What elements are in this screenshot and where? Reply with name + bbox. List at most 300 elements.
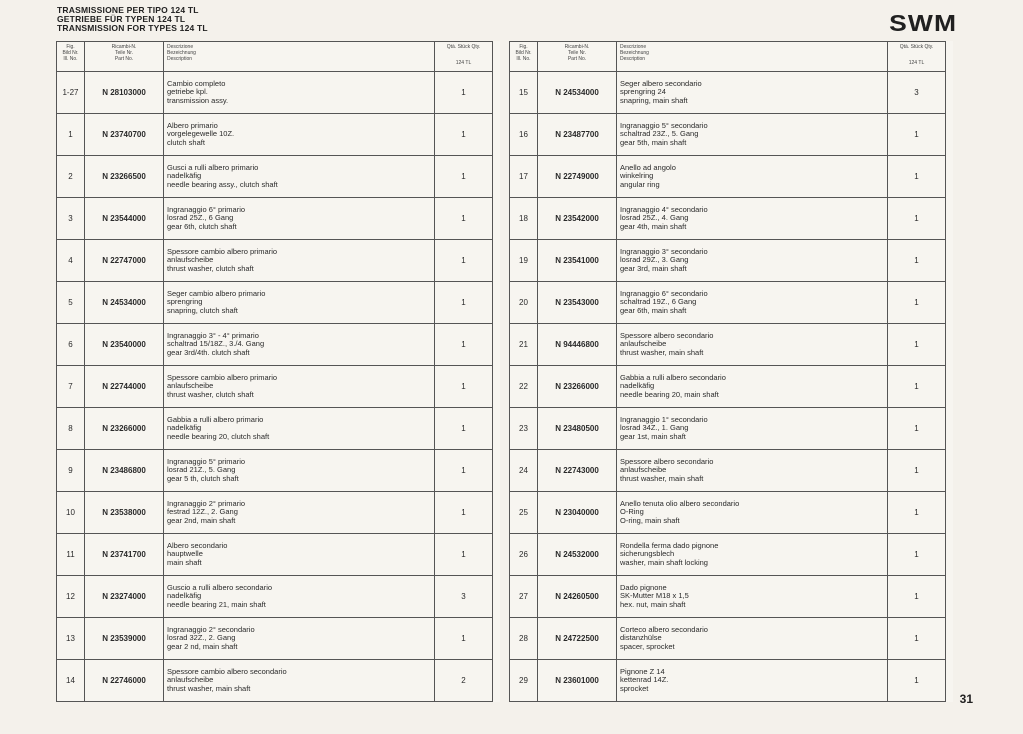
description-german: getriebe kpl. xyxy=(167,87,208,97)
row-spacer xyxy=(493,72,500,114)
quantity: 3 xyxy=(435,576,493,618)
fig-number: 27 xyxy=(510,576,538,618)
part-description xyxy=(164,450,435,492)
header-part-line: Teile Nr. xyxy=(114,50,134,56)
part-description xyxy=(164,576,435,618)
part-description xyxy=(164,492,435,534)
part-number: N 23541000 xyxy=(538,240,617,282)
part-description xyxy=(164,156,435,198)
row-spacer xyxy=(493,282,500,324)
part-number: N 24534000 xyxy=(538,72,617,114)
fig-number: 21 xyxy=(510,324,538,366)
description-italian: Ingranaggio 3° secondario xyxy=(620,247,708,257)
part-description xyxy=(617,576,888,618)
description-german: SK-Mutter M18 x 1,5 xyxy=(620,591,689,601)
fig-number: 12 xyxy=(57,576,85,618)
description-italian: Spessore albero secondario xyxy=(620,331,714,341)
header-part-line: Teile Nr. xyxy=(567,50,587,56)
part-row xyxy=(57,198,500,240)
quantity: 1 xyxy=(435,198,493,240)
part-row xyxy=(510,366,953,408)
part-row xyxy=(510,156,953,198)
fig-number: 14 xyxy=(57,660,85,702)
part-row xyxy=(510,408,953,450)
row-spacer xyxy=(946,324,953,366)
part-description xyxy=(617,282,888,324)
quantity: 1 xyxy=(888,492,946,534)
row-spacer xyxy=(946,72,953,114)
description-german: anlaufscheibe xyxy=(167,255,214,265)
description-english: thrust washer, clutch shaft xyxy=(167,389,254,399)
fig-number: 7 xyxy=(57,366,85,408)
quantity: 1 xyxy=(435,618,493,660)
row-spacer xyxy=(493,114,500,156)
part-number: N 23543000 xyxy=(538,282,617,324)
part-description xyxy=(617,198,888,240)
description-english: gear 2 nd, main shaft xyxy=(167,641,238,651)
part-row xyxy=(510,450,953,492)
quantity: 1 xyxy=(888,660,946,702)
parts-table-left xyxy=(56,41,500,702)
fig-number: 11 xyxy=(57,534,85,576)
fig-number: 15 xyxy=(510,72,538,114)
description-german: sprengring xyxy=(167,297,203,307)
description-german: hauptwelle xyxy=(167,549,203,559)
part-description xyxy=(164,240,435,282)
fig-number: 3 xyxy=(57,198,85,240)
part-number: N 23486800 xyxy=(85,450,164,492)
header-desc-line: Description xyxy=(620,56,646,62)
header-fig-line: Bild Nr. xyxy=(515,50,532,56)
description-german: distanzhülse xyxy=(620,633,662,643)
quantity: 1 xyxy=(888,198,946,240)
row-spacer xyxy=(946,240,953,282)
row-spacer xyxy=(493,492,500,534)
swm-logo: SWM xyxy=(888,10,957,36)
row-spacer xyxy=(493,324,500,366)
header-part-line: Ricambi-N. xyxy=(564,44,590,50)
row-spacer xyxy=(946,366,953,408)
part-description xyxy=(164,114,435,156)
part-number: N 23266000 xyxy=(85,408,164,450)
header-fig xyxy=(510,42,538,72)
part-description xyxy=(617,492,888,534)
part-description xyxy=(164,660,435,702)
description-italian: Anello tenuta olio albero secondario xyxy=(620,499,740,509)
description-german: nadelkäfig xyxy=(167,591,202,601)
part-row xyxy=(57,534,500,576)
title-german: GETRIEBE FÜR TYPEN 124 TL xyxy=(57,14,186,24)
part-row xyxy=(57,408,500,450)
fig-number: 1 xyxy=(57,114,85,156)
part-row xyxy=(57,114,500,156)
fig-number: 19 xyxy=(510,240,538,282)
part-number: N 24532000 xyxy=(538,534,617,576)
part-number: N 23266500 xyxy=(85,156,164,198)
part-number: N 23266000 xyxy=(538,366,617,408)
description-german: nadelkäfig xyxy=(167,171,202,181)
title-italian: TRASMISSIONE PER TIPO 124 TL xyxy=(57,5,199,15)
header-fig-line: Ill. No. xyxy=(516,56,531,62)
quantity: 1 xyxy=(435,282,493,324)
quantity: 1 xyxy=(888,240,946,282)
quantity: 1 xyxy=(435,492,493,534)
description-german: vorgelegewelle 10Z. xyxy=(167,129,235,139)
quantity: 1 xyxy=(435,240,493,282)
part-description xyxy=(164,72,435,114)
description-italian: Spessore cambio albero primario xyxy=(167,247,278,257)
part-row xyxy=(57,576,500,618)
header-fig-line: Fig. xyxy=(519,44,528,50)
header-fig-line: Ill. No. xyxy=(63,56,78,62)
row-spacer xyxy=(946,198,953,240)
description-italian: Guscio a rulli albero secondario xyxy=(167,583,273,593)
page-header xyxy=(57,6,208,33)
part-row xyxy=(510,198,953,240)
part-row xyxy=(57,72,500,114)
description-german: anlaufscheibe xyxy=(167,675,214,685)
fig-number: 17 xyxy=(510,156,538,198)
header-description xyxy=(617,42,888,72)
header-fig-line: Bild Nr. xyxy=(62,50,79,56)
description-english: gear 4th, main shaft xyxy=(620,221,687,231)
row-spacer xyxy=(493,660,500,702)
description-english: needle bearing 20, main shaft xyxy=(620,389,719,399)
part-number: N 24534000 xyxy=(85,282,164,324)
part-row xyxy=(57,660,500,702)
header-type-label: 124 TL xyxy=(455,60,472,66)
part-row xyxy=(57,282,500,324)
part-description xyxy=(617,366,888,408)
row-spacer xyxy=(493,618,500,660)
fig-number: 6 xyxy=(57,324,85,366)
part-description xyxy=(617,324,888,366)
header-fig-line: Fig. xyxy=(66,44,75,50)
row-spacer xyxy=(493,240,500,282)
header-type-label: 124 TL xyxy=(908,60,925,66)
part-description xyxy=(164,408,435,450)
row-spacer xyxy=(493,408,500,450)
header-quantity xyxy=(435,42,493,72)
part-row xyxy=(510,240,953,282)
header-desc-line: Descrizione xyxy=(620,44,647,50)
quantity: 1 xyxy=(888,450,946,492)
part-description xyxy=(164,282,435,324)
description-italian: Ingranaggio 6° secondario xyxy=(620,289,708,299)
part-row xyxy=(510,618,953,660)
part-number: N 23601000 xyxy=(538,660,617,702)
description-english: snapring, main shaft xyxy=(620,95,688,105)
description-german: sicherungsblech xyxy=(620,549,675,559)
fig-number: 24 xyxy=(510,450,538,492)
description-italian: Seger albero secondario xyxy=(620,79,702,89)
description-english: thrust washer, clutch shaft xyxy=(167,263,254,273)
fig-number: 13 xyxy=(57,618,85,660)
description-italian: Albero secondario xyxy=(167,541,228,551)
part-row xyxy=(57,618,500,660)
description-english: gear 5th, main shaft xyxy=(620,137,687,147)
part-number: N 23040000 xyxy=(538,492,617,534)
quantity: 1 xyxy=(435,114,493,156)
description-italian: Ingranaggio 4° secondario xyxy=(620,205,708,215)
fig-number: 23 xyxy=(510,408,538,450)
part-description xyxy=(617,114,888,156)
row-spacer xyxy=(946,114,953,156)
description-english: sprocket xyxy=(620,683,649,693)
part-description xyxy=(164,366,435,408)
description-english: gear 5 th, clutch shaft xyxy=(167,473,239,483)
description-german: schaltrad 15/18Z., 3./4. Gang xyxy=(167,339,265,349)
part-description xyxy=(617,660,888,702)
fig-number: 10 xyxy=(57,492,85,534)
row-spacer xyxy=(946,534,953,576)
description-english: gear 6th, main shaft xyxy=(620,305,687,315)
description-italian: Gusci a rulli albero primario xyxy=(167,163,259,173)
description-italian: Ingranaggio 5° secondario xyxy=(620,121,708,131)
row-spacer xyxy=(946,282,953,324)
fig-number: 9 xyxy=(57,450,85,492)
fig-number: 20 xyxy=(510,282,538,324)
description-italian: Corteco albero secondario xyxy=(620,625,708,635)
description-italian: Ingranaggio 6° primario xyxy=(167,205,246,215)
fig-number: 5 xyxy=(57,282,85,324)
description-italian: Dado pignone xyxy=(620,583,667,593)
description-german: schaltrad 23Z., 5. Gang xyxy=(620,129,699,139)
description-german: sprengring 24 xyxy=(620,87,666,97)
description-italian: Pignone Z 14 xyxy=(620,667,665,677)
description-german: anlaufscheibe xyxy=(620,465,667,475)
part-number: N 22749000 xyxy=(538,156,617,198)
part-row xyxy=(510,324,953,366)
part-description xyxy=(617,72,888,114)
description-english: spacer, sprocket xyxy=(620,641,675,651)
part-number: N 23544000 xyxy=(85,198,164,240)
part-number: N 22744000 xyxy=(85,366,164,408)
part-number: N 23540000 xyxy=(85,324,164,366)
description-english: thrust washer, main shaft xyxy=(620,473,704,483)
header-desc-line: Description xyxy=(167,56,193,62)
description-english: thrust washer, main shaft xyxy=(620,347,704,357)
quantity: 1 xyxy=(435,366,493,408)
description-english: snapring, clutch shaft xyxy=(167,305,238,315)
description-italian: Spessore albero secondario xyxy=(620,457,714,467)
description-german: nadelkäfig xyxy=(620,381,655,391)
quantity: 1 xyxy=(888,324,946,366)
part-number: N 24260500 xyxy=(538,576,617,618)
part-row xyxy=(57,240,500,282)
quantity: 3 xyxy=(888,72,946,114)
header-description xyxy=(164,42,435,72)
part-row xyxy=(510,114,953,156)
part-number: N 24722500 xyxy=(538,618,617,660)
description-italian: Gabbia a rulli albero secondario xyxy=(620,373,726,383)
column-header-row xyxy=(510,42,953,72)
row-spacer xyxy=(493,534,500,576)
column-header-row xyxy=(57,42,500,72)
header-spacer xyxy=(493,42,500,72)
header-part xyxy=(85,42,164,72)
fig-number: 26 xyxy=(510,534,538,576)
fig-number: 8 xyxy=(57,408,85,450)
part-description xyxy=(617,618,888,660)
part-number: N 28103000 xyxy=(85,72,164,114)
description-german: kettenrad 14Z. xyxy=(620,675,669,685)
fig-number: 2 xyxy=(57,156,85,198)
description-english: gear 1st, main shaft xyxy=(620,431,686,441)
fig-number: 22 xyxy=(510,366,538,408)
part-row xyxy=(510,660,953,702)
row-spacer xyxy=(946,408,953,450)
description-german: losrad 34Z., 1. Gang xyxy=(620,423,689,433)
description-italian: Gabbia a rulli albero primario xyxy=(167,415,264,425)
part-description xyxy=(164,198,435,240)
row-spacer xyxy=(946,660,953,702)
part-description xyxy=(617,240,888,282)
header-fig xyxy=(57,42,85,72)
description-german: schaltrad 19Z., 6 Gang xyxy=(620,297,697,307)
quantity: 1 xyxy=(435,450,493,492)
fig-number: 28 xyxy=(510,618,538,660)
quantity: 1 xyxy=(888,408,946,450)
description-german: nadelkäfig xyxy=(167,423,202,433)
description-english: needle bearing 21, main shaft xyxy=(167,599,266,609)
quantity: 1 xyxy=(435,72,493,114)
row-spacer xyxy=(493,156,500,198)
part-number: N 22746000 xyxy=(85,660,164,702)
quantity: 2 xyxy=(435,660,493,702)
description-english: transmission assy. xyxy=(167,95,229,105)
description-german: losrad 32Z., 2. Gang xyxy=(167,633,236,643)
row-spacer xyxy=(946,450,953,492)
part-description xyxy=(164,618,435,660)
description-english: needle bearing assy., clutch shaft xyxy=(167,179,278,189)
header-qty-label: Qtà. Stück Qty. xyxy=(446,44,481,50)
quantity: 1 xyxy=(888,114,946,156)
header-desc-line: Descrizione xyxy=(167,44,194,50)
part-description xyxy=(617,156,888,198)
description-italian: Spessore cambio albero secondario xyxy=(167,667,287,677)
quantity: 1 xyxy=(435,324,493,366)
part-row xyxy=(57,366,500,408)
description-italian: Seger cambio albero primario xyxy=(167,289,266,299)
header-part-line: Part No. xyxy=(114,56,134,62)
description-german: losrad 29Z., 3. Gang xyxy=(620,255,689,265)
row-spacer xyxy=(946,156,953,198)
fig-number: 16 xyxy=(510,114,538,156)
part-description xyxy=(164,534,435,576)
quantity: 1 xyxy=(435,156,493,198)
fig-number: 25 xyxy=(510,492,538,534)
header-qty-label: Qtà. Stück Qty. xyxy=(899,44,934,50)
description-german: O-Ring xyxy=(620,507,644,517)
header-spacer xyxy=(946,42,953,72)
part-row xyxy=(510,492,953,534)
description-english: angular ring xyxy=(620,179,660,189)
description-english: washer, main shaft locking xyxy=(620,557,708,567)
fig-number: 4 xyxy=(57,240,85,282)
row-spacer xyxy=(493,450,500,492)
description-italian: Rondella ferma dado pignone xyxy=(620,541,719,551)
part-number: N 23274000 xyxy=(85,576,164,618)
description-english: gear 6th, clutch shaft xyxy=(167,221,237,231)
description-italian: Albero primario xyxy=(167,121,218,131)
part-description xyxy=(164,324,435,366)
part-row xyxy=(57,492,500,534)
description-english: gear 3rd, main shaft xyxy=(620,263,687,273)
description-italian: Ingranaggio 2° primario xyxy=(167,499,246,509)
part-description xyxy=(617,408,888,450)
row-spacer xyxy=(493,198,500,240)
row-spacer xyxy=(946,618,953,660)
part-number: N 23480500 xyxy=(538,408,617,450)
description-german: anlaufscheibe xyxy=(167,381,214,391)
description-german: losrad 25Z., 4. Gang xyxy=(620,213,689,223)
part-row xyxy=(57,324,500,366)
header-quantity xyxy=(888,42,946,72)
description-english: needle bearing 20, clutch shaft xyxy=(167,431,270,441)
part-row xyxy=(510,576,953,618)
description-italian: Ingranaggio 5° primario xyxy=(167,457,246,467)
part-number: N 94446800 xyxy=(538,324,617,366)
part-description xyxy=(617,534,888,576)
header-desc-line: Bezeichnung xyxy=(620,50,649,56)
part-number: N 23741700 xyxy=(85,534,164,576)
quantity: 1 xyxy=(888,282,946,324)
fig-number: 29 xyxy=(510,660,538,702)
row-spacer xyxy=(946,576,953,618)
description-english: O-ring, main shaft xyxy=(620,515,680,525)
quantity: 1 xyxy=(435,408,493,450)
part-number: N 23542000 xyxy=(538,198,617,240)
part-number: N 22743000 xyxy=(538,450,617,492)
description-italian: Ingranaggio 2° secondario xyxy=(167,625,255,635)
description-german: winkelring xyxy=(620,171,654,181)
description-english: main shaft xyxy=(167,557,202,567)
description-german: anlaufscheibe xyxy=(620,339,667,349)
header-part-line: Ricambi-N. xyxy=(111,44,137,50)
description-italian: Anello ad angolo xyxy=(620,163,676,173)
fig-number: 18 xyxy=(510,198,538,240)
description-english: thrust washer, main shaft xyxy=(167,683,251,693)
parts-table-right xyxy=(509,41,953,702)
description-italian: Ingranaggio 3° - 4° primario xyxy=(167,331,259,341)
page-number: 31 xyxy=(959,692,973,706)
part-number: N 23539000 xyxy=(85,618,164,660)
quantity: 1 xyxy=(888,366,946,408)
part-number: N 23538000 xyxy=(85,492,164,534)
description-italian: Spessore cambio albero primario xyxy=(167,373,278,383)
description-english: gear 2nd, main shaft xyxy=(167,515,236,525)
quantity: 1 xyxy=(888,576,946,618)
header-desc-line: Bezeichnung xyxy=(167,50,196,56)
header-part-line: Part No. xyxy=(567,56,587,62)
header-part xyxy=(538,42,617,72)
description-italian: Cambio completo xyxy=(167,79,226,89)
quantity: 1 xyxy=(435,534,493,576)
fig-number: 1-27 xyxy=(57,72,85,114)
description-english: hex. nut, main shaft xyxy=(620,599,686,609)
part-row xyxy=(57,156,500,198)
description-german: losrad 25Z., 6 Gang xyxy=(167,213,234,223)
part-number: N 22747000 xyxy=(85,240,164,282)
row-spacer xyxy=(493,366,500,408)
description-italian: Ingranaggio 1° secondario xyxy=(620,415,708,425)
description-german: losrad 21Z., 5. Gang xyxy=(167,465,236,475)
part-row xyxy=(57,450,500,492)
description-german: festrad 12Z., 2. Gang xyxy=(167,507,238,517)
part-description xyxy=(617,450,888,492)
description-english: gear 3rd/4th. clutch shaft xyxy=(167,347,250,357)
